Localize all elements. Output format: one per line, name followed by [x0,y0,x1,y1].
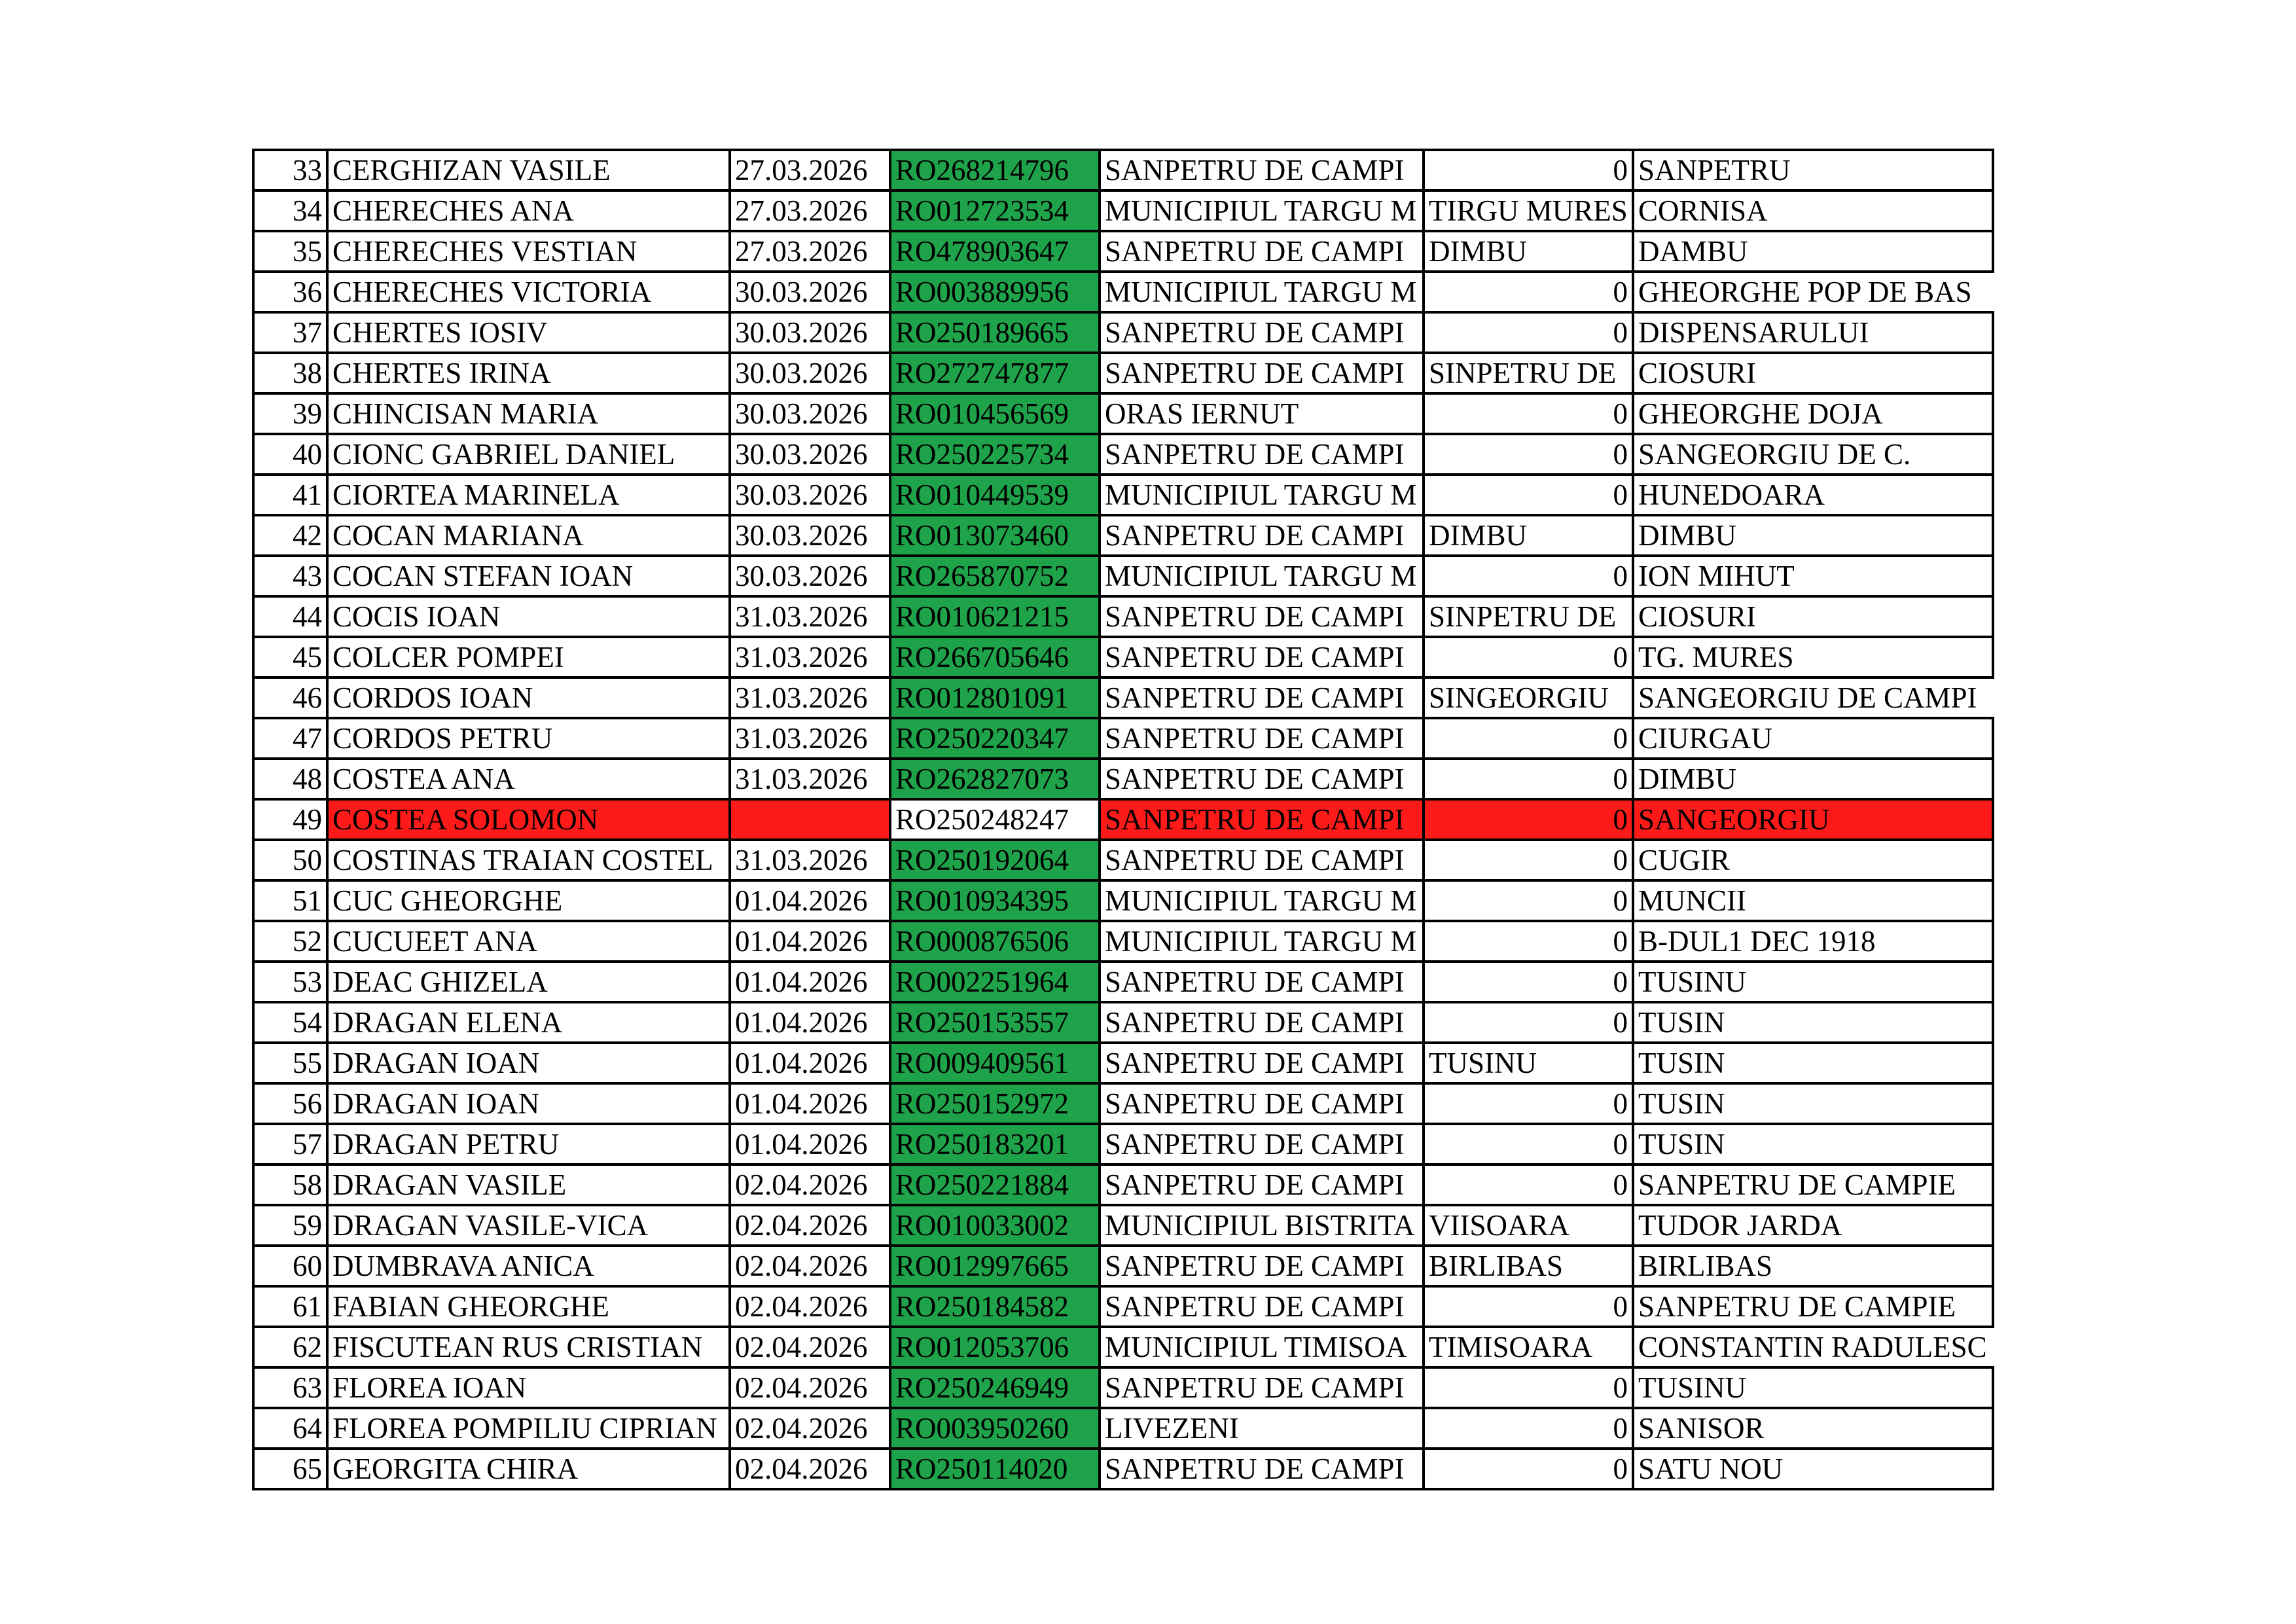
street-cell: MUNCII [1633,880,1993,921]
name-cell: CHERECHES VESTIAN [327,231,730,272]
id-code-cell: RO250183201 [890,1124,1100,1164]
id-code-cell: RO009409561 [890,1043,1100,1083]
name-cell: CORDOS IOAN [327,677,730,718]
name-cell: DRAGAN PETRU [327,1124,730,1164]
row-number-cell: 60 [253,1246,327,1286]
locality-cell: SANPETRU DE CAMPI [1100,1083,1424,1124]
row-number-cell: 57 [253,1124,327,1164]
name-cell: COSTEA ANA [327,759,730,799]
street-cell: CUGIR [1633,840,1993,880]
date-cell: 02.04.2026 [730,1164,890,1205]
name-cell: COSTEA SOLOMON [327,799,730,840]
table-row [253,312,1993,353]
date-cell: 01.04.2026 [730,962,890,1002]
village-cell: VIISOARA [1424,1205,1633,1246]
table-row [253,1164,1993,1205]
row-number-cell: 40 [253,434,327,475]
street-cell: SANPETRU DE CAMPIE [1633,1164,1993,1205]
id-code-cell: RO250152972 [890,1083,1100,1124]
locality-cell: SANPETRU DE CAMPI [1100,1043,1424,1083]
table-row [253,1449,1993,1489]
village-cell: 0 [1424,962,1633,1002]
street-cell: HUNEDOARA [1633,475,1993,515]
date-cell: 02.04.2026 [730,1449,890,1489]
street-cell: SANPETRU DE CAMPIE [1633,1286,1993,1327]
name-cell: FISCUTEAN RUS CRISTIAN [327,1327,730,1367]
village-cell: 0 [1424,272,1633,312]
name-cell: DRAGAN VASILE [327,1164,730,1205]
name-cell: CHERECHES ANA [327,190,730,231]
date-cell: 01.04.2026 [730,880,890,921]
street-cell: ION MIHUT [1633,556,1993,596]
locality-cell: SANPETRU DE CAMPI [1100,434,1424,475]
locality-cell: SANPETRU DE CAMPI [1100,1449,1424,1489]
village-cell: TIRGU MURES [1424,190,1633,231]
name-cell: CERGHIZAN VASILE [327,150,730,190]
street-cell: CORNISA [1633,190,1993,231]
village-cell: 0 [1424,393,1633,434]
locality-cell: SANPETRU DE CAMPI [1100,1286,1424,1327]
name-cell: FABIAN GHEORGHE [327,1286,730,1327]
village-cell: 0 [1424,840,1633,880]
locality-cell: SANPETRU DE CAMPI [1100,515,1424,556]
date-cell: 01.04.2026 [730,1083,890,1124]
id-code-cell: RO250220347 [890,718,1100,759]
village-cell: DIMBU [1424,515,1633,556]
id-code-cell: RO010456569 [890,393,1100,434]
table-row [253,1367,1993,1408]
id-code-cell: RO478903647 [890,231,1100,272]
village-cell: SINGEORGIU [1424,677,1633,718]
row-number-cell: 37 [253,312,327,353]
row-number-cell: 34 [253,190,327,231]
street-cell: B-DUL1 DEC 1918 [1633,921,1993,962]
name-cell: FLOREA IOAN [327,1367,730,1408]
village-cell: 0 [1424,799,1633,840]
village-cell: 0 [1424,1124,1633,1164]
village-cell: DIMBU [1424,231,1633,272]
table-row [253,150,1993,190]
row-number-cell: 55 [253,1043,327,1083]
row-number-cell: 49 [253,799,327,840]
locality-cell: SANPETRU DE CAMPI [1100,231,1424,272]
table-row [253,393,1993,434]
name-cell: DRAGAN ELENA [327,1002,730,1043]
locality-cell: ORAS IERNUT [1100,393,1424,434]
row-number-cell: 54 [253,1002,327,1043]
row-number-cell: 61 [253,1286,327,1327]
row-number-cell: 63 [253,1367,327,1408]
village-cell: TIMISOARA [1424,1327,1633,1367]
name-cell: CHINCISAN MARIA [327,393,730,434]
locality-cell: MUNICIPIUL TARGU M [1100,190,1424,231]
row-number-cell: 59 [253,1205,327,1246]
street-cell: SANGEORGIU [1633,799,1993,840]
street-cell: CIOSURI [1633,353,1993,393]
street-cell: TUSINU [1633,1367,1993,1408]
date-cell: 02.04.2026 [730,1286,890,1327]
row-number-cell: 42 [253,515,327,556]
table-row [253,1408,1993,1449]
locality-cell: SANPETRU DE CAMPI [1100,840,1424,880]
table-body [253,150,1993,1489]
table-row [253,231,1993,272]
row-number-cell: 33 [253,150,327,190]
table-row [253,1327,1993,1367]
street-cell: TG. MURES [1633,637,1993,677]
table-row [253,190,1993,231]
row-number-cell: 36 [253,272,327,312]
name-cell: DEAC GHIZELA [327,962,730,1002]
village-cell: 0 [1424,718,1633,759]
date-cell: 31.03.2026 [730,759,890,799]
table-row [253,596,1993,637]
village-cell: 0 [1424,475,1633,515]
street-cell: SANISOR [1633,1408,1993,1449]
date-cell: 30.03.2026 [730,393,890,434]
id-code-cell: RO012801091 [890,677,1100,718]
village-cell: 0 [1424,1164,1633,1205]
street-cell: GHEORGHE DOJA [1633,393,1993,434]
name-cell: CORDOS PETRU [327,718,730,759]
locality-cell: SANPETRU DE CAMPI [1100,353,1424,393]
village-cell: 0 [1424,1002,1633,1043]
row-number-cell: 51 [253,880,327,921]
name-cell: DRAGAN IOAN [327,1083,730,1124]
locality-cell: MUNICIPIUL TARGU M [1100,556,1424,596]
table-row [253,799,1993,840]
row-number-cell: 46 [253,677,327,718]
name-cell: DRAGAN VASILE-VICA [327,1205,730,1246]
table-row [253,353,1993,393]
street-cell: CIOSURI [1633,596,1993,637]
date-cell: 30.03.2026 [730,312,890,353]
village-cell: 0 [1424,759,1633,799]
table-row [253,1083,1993,1124]
date-cell: 30.03.2026 [730,353,890,393]
street-cell: DAMBU [1633,231,1993,272]
id-code-cell: RO013073460 [890,515,1100,556]
street-cell: DISPENSARULUI [1633,312,1993,353]
name-cell: CHERTES IRINA [327,353,730,393]
name-cell: CHERECHES VICTORIA [327,272,730,312]
id-code-cell: RO250248247 [890,799,1100,840]
name-cell: COSTINAS TRAIAN COSTEL [327,840,730,880]
table-row [253,475,1993,515]
id-code-cell: RO265870752 [890,556,1100,596]
date-cell: 30.03.2026 [730,556,890,596]
locality-cell: MUNICIPIUL TARGU M [1100,475,1424,515]
name-cell: COCAN STEFAN IOAN [327,556,730,596]
id-code-cell: RO250153557 [890,1002,1100,1043]
name-cell: CIORTEA MARINELA [327,475,730,515]
id-code-cell: RO000876506 [890,921,1100,962]
row-number-cell: 64 [253,1408,327,1449]
id-code-cell: RO012723534 [890,190,1100,231]
date-cell [730,799,890,840]
name-cell: COCIS IOAN [327,596,730,637]
id-code-cell: RO266705646 [890,637,1100,677]
date-cell: 30.03.2026 [730,434,890,475]
locality-cell: SANPETRU DE CAMPI [1100,962,1424,1002]
street-cell: SANGEORGIU DE CAMPI [1633,677,1993,718]
table-row [253,515,1993,556]
locality-cell: SANPETRU DE CAMPI [1100,1164,1424,1205]
locality-cell: SANPETRU DE CAMPI [1100,1124,1424,1164]
id-code-cell: RO010621215 [890,596,1100,637]
street-cell: BIRLIBAS [1633,1246,1993,1286]
village-cell: 0 [1424,637,1633,677]
table-row [253,677,1993,718]
date-cell: 01.04.2026 [730,921,890,962]
locality-cell: MUNICIPIUL BISTRITA [1100,1205,1424,1246]
name-cell: COLCER POMPEI [327,637,730,677]
date-cell: 27.03.2026 [730,190,890,231]
table-row [253,434,1993,475]
date-cell: 02.04.2026 [730,1408,890,1449]
village-cell: BIRLIBAS [1424,1246,1633,1286]
date-cell: 30.03.2026 [730,515,890,556]
village-cell: 0 [1424,1367,1633,1408]
locality-cell: SANPETRU DE CAMPI [1100,637,1424,677]
street-cell: DIMBU [1633,515,1993,556]
date-cell: 31.03.2026 [730,718,890,759]
id-code-cell: RO012997665 [890,1246,1100,1286]
locality-cell: MUNICIPIUL TARGU M [1100,921,1424,962]
date-cell: 02.04.2026 [730,1246,890,1286]
locality-cell: SANPETRU DE CAMPI [1100,312,1424,353]
table-row [253,1205,1993,1246]
date-cell: 01.04.2026 [730,1002,890,1043]
locality-cell: SANPETRU DE CAMPI [1100,150,1424,190]
table-row [253,718,1993,759]
row-number-cell: 52 [253,921,327,962]
row-number-cell: 50 [253,840,327,880]
id-code-cell: RO250225734 [890,434,1100,475]
date-cell: 30.03.2026 [730,475,890,515]
name-cell: FLOREA POMPILIU CIPRIAN [327,1408,730,1449]
name-cell: CUC GHEORGHE [327,880,730,921]
row-number-cell: 44 [253,596,327,637]
row-number-cell: 56 [253,1083,327,1124]
street-cell: TUSIN [1633,1083,1993,1124]
street-cell: TUSIN [1633,1002,1993,1043]
street-cell: TUSIN [1633,1124,1993,1164]
table-row [253,880,1993,921]
date-cell: 31.03.2026 [730,596,890,637]
village-cell: 0 [1424,1286,1633,1327]
village-cell: SINPETRU DE [1424,353,1633,393]
locality-cell: SANPETRU DE CAMPI [1100,759,1424,799]
street-cell: TUSINU [1633,962,1993,1002]
table-row [253,840,1993,880]
id-code-cell: RO010033002 [890,1205,1100,1246]
table-row [253,921,1993,962]
id-code-cell: RO010934395 [890,880,1100,921]
name-cell: CIONC GABRIEL DANIEL [327,434,730,475]
locality-cell: SANPETRU DE CAMPI [1100,1002,1424,1043]
table-row [253,1246,1993,1286]
id-code-cell: RO250221884 [890,1164,1100,1205]
data-table [252,149,1994,1490]
date-cell: 01.04.2026 [730,1043,890,1083]
id-code-cell: RO003950260 [890,1408,1100,1449]
name-cell: COCAN MARIANA [327,515,730,556]
table-row [253,962,1993,1002]
village-cell: SINPETRU DE [1424,596,1633,637]
date-cell: 31.03.2026 [730,840,890,880]
date-cell: 02.04.2026 [730,1327,890,1367]
row-number-cell: 65 [253,1449,327,1489]
name-cell: CUCUEET ANA [327,921,730,962]
table-row [253,272,1993,312]
name-cell: CHERTES IOSIV [327,312,730,353]
village-cell: 0 [1424,1408,1633,1449]
locality-cell: SANPETRU DE CAMPI [1100,799,1424,840]
name-cell: DRAGAN IOAN [327,1043,730,1083]
locality-cell: LIVEZENI [1100,1408,1424,1449]
id-code-cell: RO250189665 [890,312,1100,353]
village-cell: 0 [1424,150,1633,190]
id-code-cell: RO250114020 [890,1449,1100,1489]
table-row [253,556,1993,596]
id-code-cell: RO272747877 [890,353,1100,393]
street-cell: SANGEORGIU DE C. [1633,434,1993,475]
date-cell: 30.03.2026 [730,272,890,312]
table-row [253,1124,1993,1164]
id-code-cell: RO012053706 [890,1327,1100,1367]
locality-cell: SANPETRU DE CAMPI [1100,1367,1424,1408]
locality-cell: SANPETRU DE CAMPI [1100,1246,1424,1286]
date-cell: 02.04.2026 [730,1205,890,1246]
name-cell: DUMBRAVA ANICA [327,1246,730,1286]
street-cell: GHEORGHE POP DE BAS [1633,272,1993,312]
village-cell: 0 [1424,1449,1633,1489]
id-code-cell: RO003889956 [890,272,1100,312]
row-number-cell: 41 [253,475,327,515]
street-cell: TUSIN [1633,1043,1993,1083]
street-cell: CIURGAU [1633,718,1993,759]
row-number-cell: 58 [253,1164,327,1205]
street-cell: SANPETRU [1633,150,1993,190]
row-number-cell: 47 [253,718,327,759]
row-number-cell: 35 [253,231,327,272]
locality-cell: MUNICIPIUL TARGU M [1100,880,1424,921]
locality-cell: MUNICIPIUL TIMISOA [1100,1327,1424,1367]
date-cell: 27.03.2026 [730,231,890,272]
row-number-cell: 53 [253,962,327,1002]
locality-cell: SANPETRU DE CAMPI [1100,677,1424,718]
date-cell: 31.03.2026 [730,677,890,718]
locality-cell: SANPETRU DE CAMPI [1100,718,1424,759]
street-cell: CONSTANTIN RADULESC [1633,1327,1993,1367]
row-number-cell: 39 [253,393,327,434]
locality-cell: MUNICIPIUL TARGU M [1100,272,1424,312]
date-cell: 27.03.2026 [730,150,890,190]
id-code-cell: RO250192064 [890,840,1100,880]
table-row [253,1286,1993,1327]
street-cell: DIMBU [1633,759,1993,799]
id-code-cell: RO002251964 [890,962,1100,1002]
village-cell: 0 [1424,434,1633,475]
id-code-cell: RO268214796 [890,150,1100,190]
village-cell: 0 [1424,556,1633,596]
id-code-cell: RO010449539 [890,475,1100,515]
village-cell: 0 [1424,921,1633,962]
id-code-cell: RO250246949 [890,1367,1100,1408]
village-cell: 0 [1424,880,1633,921]
table-row [253,759,1993,799]
name-cell: GEORGITA CHIRA [327,1449,730,1489]
date-cell: 02.04.2026 [730,1367,890,1408]
row-number-cell: 48 [253,759,327,799]
street-cell: TUDOR JARDA [1633,1205,1993,1246]
table-row [253,1002,1993,1043]
row-number-cell: 38 [253,353,327,393]
village-cell: 0 [1424,1083,1633,1124]
row-number-cell: 62 [253,1327,327,1367]
row-number-cell: 43 [253,556,327,596]
id-code-cell: RO250184582 [890,1286,1100,1327]
village-cell: TUSINU [1424,1043,1633,1083]
table-row [253,637,1993,677]
row-number-cell: 45 [253,637,327,677]
date-cell: 31.03.2026 [730,637,890,677]
village-cell: 0 [1424,312,1633,353]
table-row [253,1043,1993,1083]
id-code-cell: RO262827073 [890,759,1100,799]
locality-cell: SANPETRU DE CAMPI [1100,596,1424,637]
street-cell: SATU NOU [1633,1449,1993,1489]
date-cell: 01.04.2026 [730,1124,890,1164]
